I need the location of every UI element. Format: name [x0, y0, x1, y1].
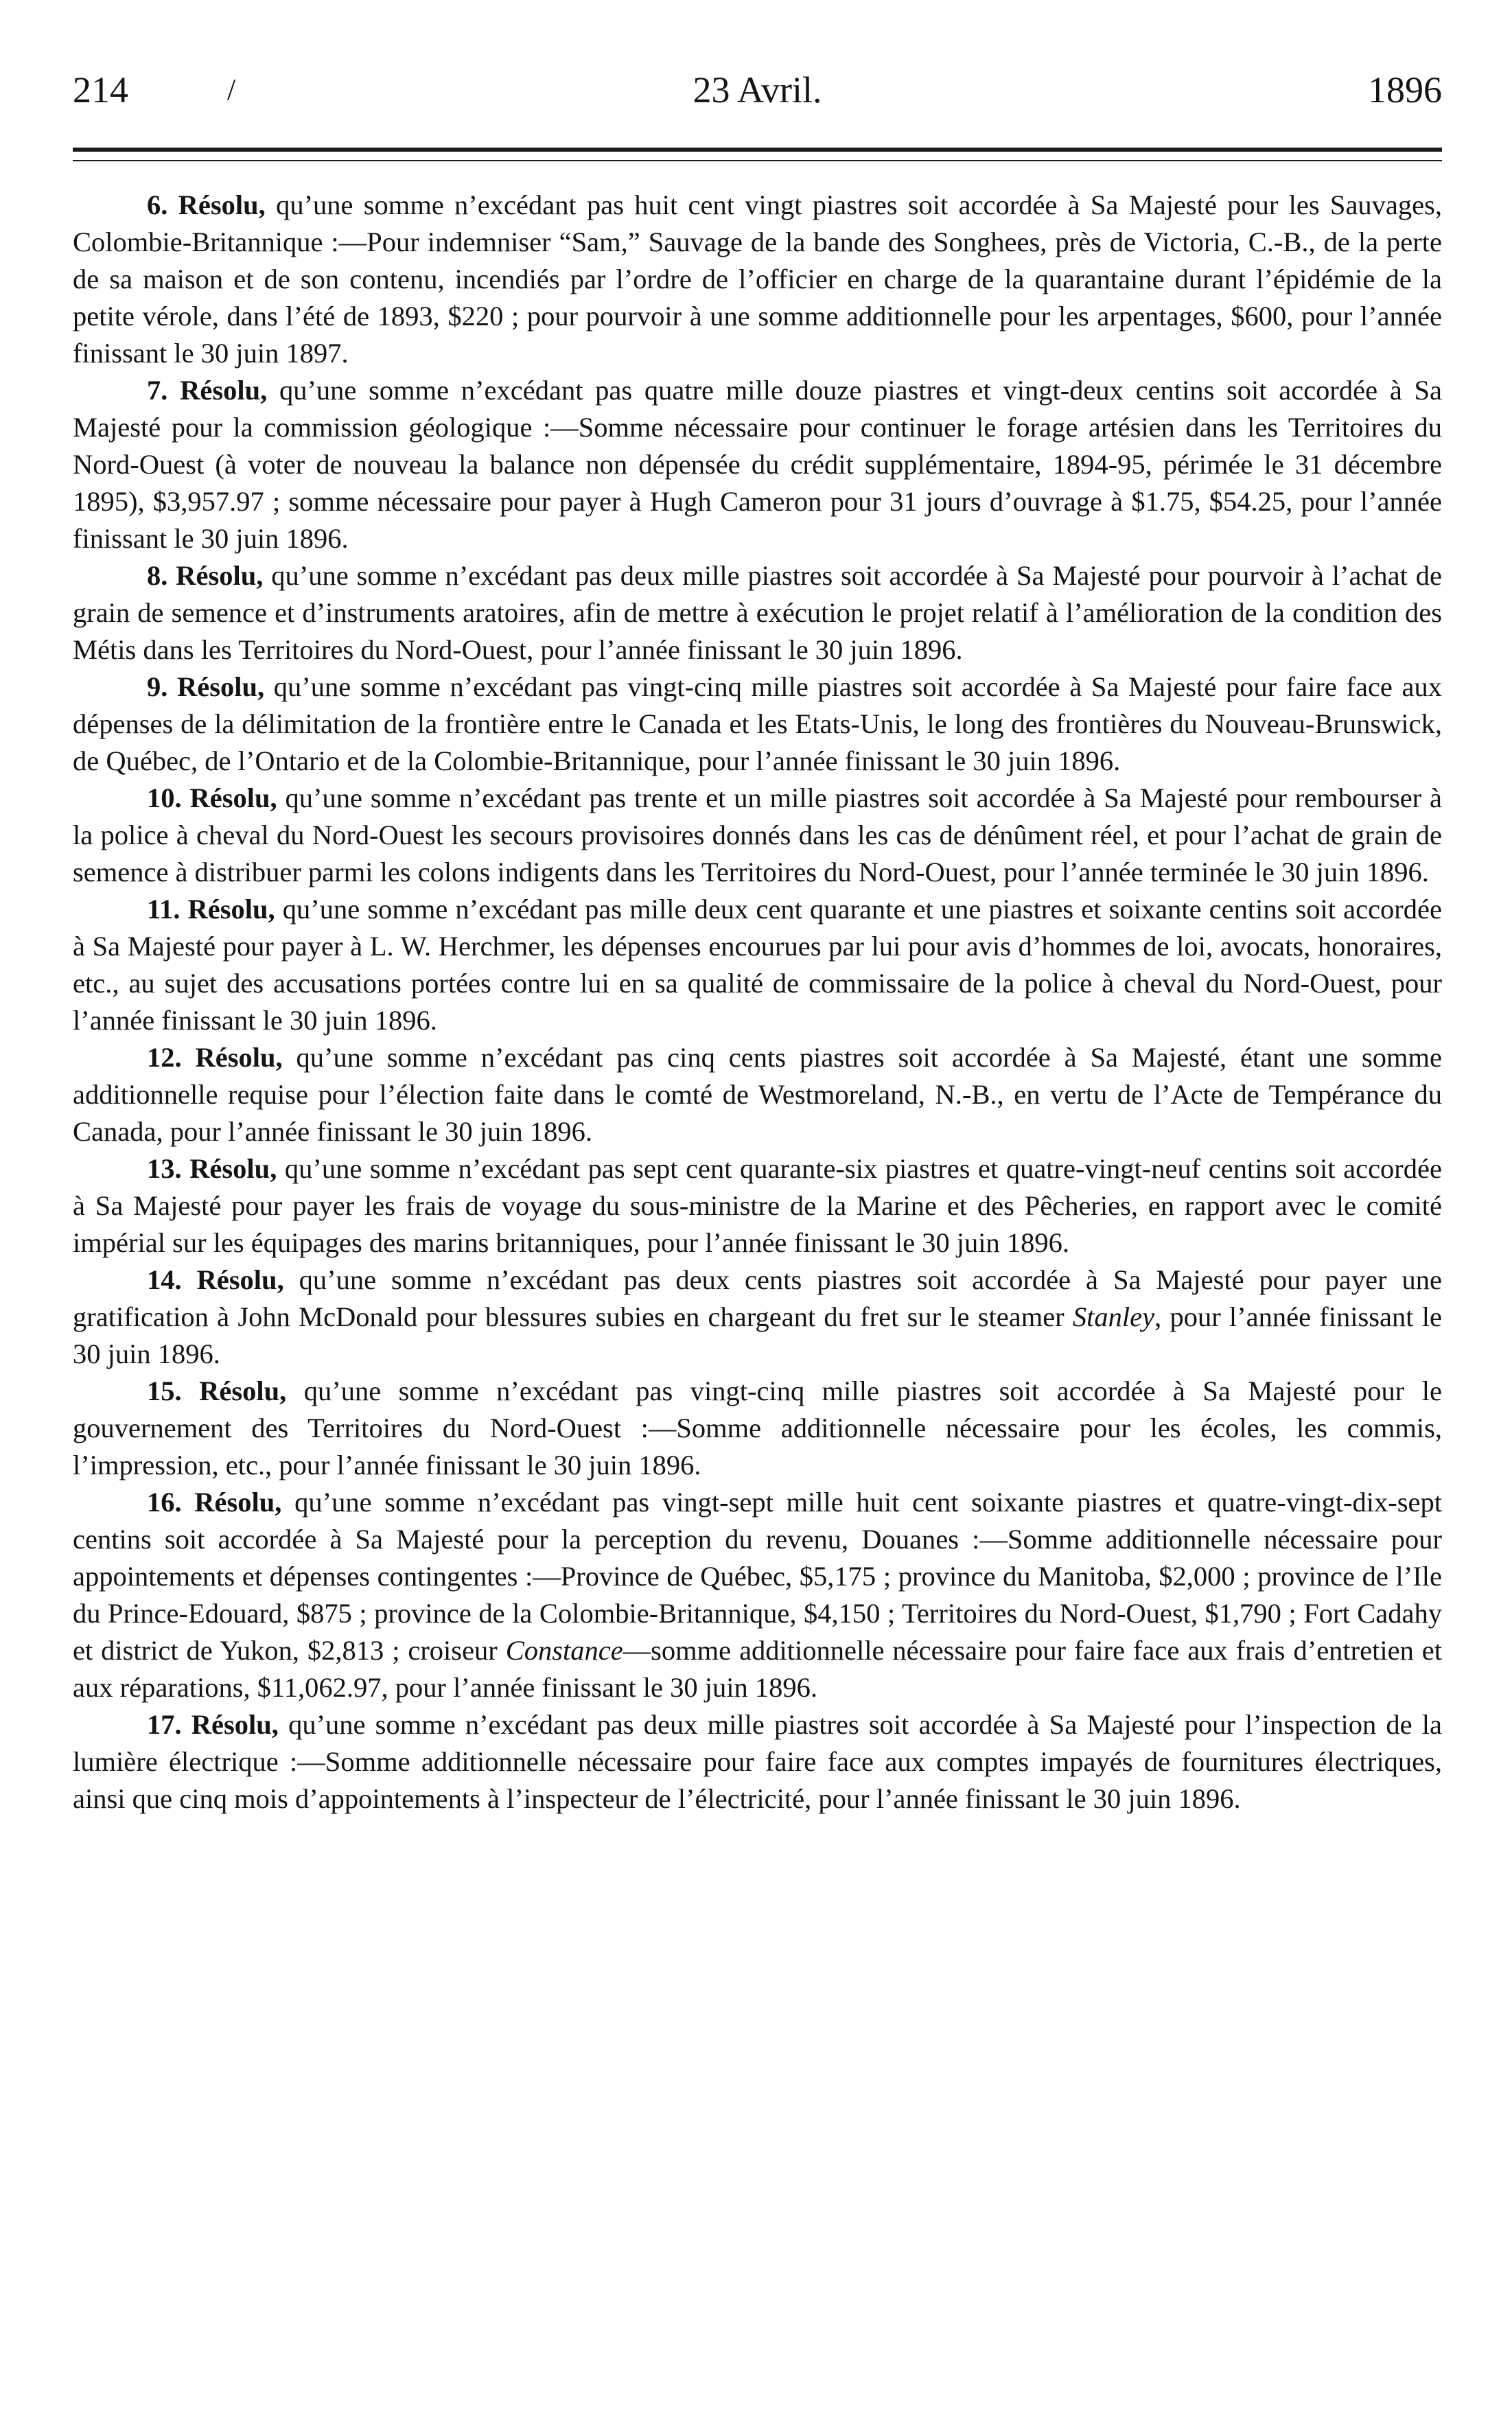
- page-number: 214: [73, 69, 128, 111]
- resolution-number: 7.: [147, 375, 168, 406]
- resolution-keyword: Résolu,: [189, 1153, 277, 1184]
- header-year: 1896: [1368, 69, 1442, 111]
- resolution-keyword: Résolu,: [180, 375, 268, 406]
- resolution-keyword: Résolu,: [195, 1042, 283, 1073]
- document-page: [73, 0, 1442, 2416]
- resolution-number: 14.: [147, 1264, 182, 1295]
- resolution-keyword: Résolu,: [191, 1709, 279, 1740]
- resolution-7: [73, 372, 1442, 557]
- resolution-number: 9.: [147, 671, 168, 702]
- resolution-text: qu’une somme n’excédant pas sept cent quarante-six piastres et quatre-vingt-neuf centins soit accordée à Sa Majesté pour payer les frais de voyage du sous-ministre de la Marine et des Pêcheries, en rapport avec le comité impérial sur les équipages des marins britanniques, pour l’année finissant le 30 juin 1896.: [73, 1153, 1442, 1258]
- resolution-9: [73, 669, 1442, 780]
- header-rule-thin: [73, 160, 1442, 161]
- header-mark: /: [227, 73, 236, 106]
- vessel-name: Constance: [505, 1635, 623, 1666]
- resolution-17: [73, 1706, 1442, 1817]
- resolution-text: qu’une somme n’excédant pas deux cents piastres soit accordée à Sa Majesté pour payer une gratification à John McDonald pour blessures subies en chargeant du fret sur le steamer: [73, 1264, 1443, 1332]
- resolution-keyword: Résolu,: [189, 782, 277, 813]
- resolution-text-end: , pour l’année finissant le 30 juin 1896.: [73, 1301, 1442, 1369]
- resolution-number: 11.: [147, 894, 181, 925]
- resolution-keyword: Résolu,: [176, 560, 264, 591]
- resolution-8: [73, 557, 1442, 669]
- resolution-number: 6.: [147, 189, 168, 220]
- resolution-number: 15.: [147, 1375, 182, 1406]
- resolution-keyword: Résolu,: [196, 1264, 284, 1295]
- resolution-keyword: Résolu,: [187, 894, 275, 925]
- resolution-number: 8.: [147, 560, 168, 591]
- resolution-14: [73, 1262, 1442, 1373]
- page-header: [73, 66, 1442, 114]
- resolution-text: qu’une somme n’excédant pas vingt-cinq mille piastres soit accordée à Sa Majesté pour faire face aux dépenses de la délimitation de la frontière entre le Canada et les Etats-Unis, le long des frontières du Nouveau-Brunswick, de Québec, de l’Ontario et de la Colombie-Britannique, pour l’année finissant le 30 juin 1896.: [73, 671, 1442, 776]
- resolution-keyword: Résolu,: [199, 1375, 287, 1406]
- resolution-keyword: Résolu,: [194, 1487, 282, 1518]
- resolution-text: qu’une somme n’excédant pas cinq cents piastres soit accordée à Sa Majesté, étant une somme additionnelle requise pour l’élection faite dans le comté de Westmoreland, N.-B., en vertu de l’Acte de Tempérance du Canada, pour l’année finissant le 30 juin 1896.: [73, 1042, 1442, 1147]
- resolution-number: 13.: [147, 1153, 182, 1184]
- resolutions-body: [73, 187, 1442, 1817]
- resolution-number: 17.: [147, 1709, 182, 1740]
- resolution-text: qu’une somme n’excédant pas quatre mille douze piastres et vingt-deux centins soit accordée à Sa Majesté pour la commission géologique :—Somme nécessaire pour continuer le forage artésien dans les Territoires du Nord-Ouest (à voter de nouveau la balance non dépensée du crédit supplémentaire, 1894-95, périmée le 31 décembre 1895), $3,957.97 ; somme nécessaire pour payer à Hugh Cameron pour 31 jours d’ouvrage à $1.75, $54.25, pour l’année finissant le 30 juin 1896.: [73, 375, 1443, 554]
- resolution-text-end: —somme additionnelle nécessaire pour faire face aux frais d’entretien et aux réparations, $11,062.97, pour l’année finissant le 30 juin 1896.: [73, 1635, 1442, 1703]
- resolution-6: [73, 187, 1442, 372]
- header-date: 23 Avril.: [693, 69, 822, 111]
- resolution-keyword: Résolu,: [177, 671, 265, 702]
- resolution-text: qu’une somme n’excédant pas vingt-cinq mille piastres soit accordée à Sa Majesté pour le gouvernement des Territoires du Nord-Ouest :—Somme additionnelle nécessaire pour les écoles, les commis, l’impression, etc., pour l’année finissant le 30 juin 1896.: [73, 1375, 1443, 1480]
- resolution-text: qu’une somme n’excédant pas deux mille piastres soit accordée à Sa Majesté pour l’inspection de la lumière électrique :—Somme additionnelle nécessaire pour faire face aux comptes impayés de fournitures électriques, ainsi que cinq mois d’appointements à l’inspecteur de l’électricité, pour l’année finissant le 30 juin 1896.: [73, 1709, 1443, 1814]
- resolution-text: qu’une somme n’excédant pas trente et un mille piastres soit accordée à Sa Majesté pour rembourser à la police à cheval du Nord-Ouest les secours provisoires donnés dans les cas de dénûment réel, et pour l’achat de grain de semence à distribuer parmi les colons indigents dans les Territoires du Nord-Ouest, pour l’année terminée le 30 juin 1896.: [73, 782, 1443, 887]
- resolution-11: [73, 891, 1442, 1039]
- resolution-text: qu’une somme n’excédant pas mille deux cent quarante et une piastres et soixante centins soit accordée à Sa Majesté pour payer à L. W. Herchmer, les dépenses encourues par lui pour avis d’hommes de loi, avocats, honoraires, etc., au sujet des accusations portées contre lui en sa qualité de commissaire de la police à cheval du Nord-Ouest, pour l’année finissant le 30 juin 1896.: [73, 894, 1442, 1036]
- resolution-16: [73, 1484, 1442, 1706]
- resolution-text: qu’une somme n’excédant pas huit cent vingt piastres soit accordée à Sa Majesté pour les Sauvages, Colombie-Britannique :—Pour indemniser “Sam,” Sauvage de la bande des Songhees, près de Victoria, C.-B., de la perte de sa maison et de son contenu, incendiés par l’ordre de l’officier en charge de la quarantaine durant l’épidémie de la petite vérole, dans l’été de 1893, $220 ; pour pourvoir à une somme additionnelle pour les arpentages, $600, pour l’année finissant le 30 juin 1897.: [73, 189, 1443, 369]
- resolution-number: 16.: [147, 1487, 182, 1518]
- resolution-15: [73, 1373, 1442, 1484]
- vessel-name: Stanley: [1072, 1301, 1155, 1332]
- resolution-12: [73, 1039, 1442, 1150]
- resolution-number: 10.: [147, 782, 182, 813]
- resolution-13: [73, 1150, 1442, 1262]
- resolution-keyword: Résolu,: [178, 189, 266, 220]
- header-rule-thick: [73, 148, 1442, 152]
- resolution-text: qu’une somme n’excédant pas vingt-sept mille huit cent soixante piastres et quatre-vingt-dix-sept centins soit accordée à Sa Majesté pour la perception du revenu, Douanes :—Somme additionnelle nécessaire pour appointements et dépenses contingentes :—Province de Québec, $5,175 ; province du Manitoba, $2,000 ; province de l’Ile du Prince-Edouard, $875 ; province de la Colombie-Britannique, $4,150 ; Territoires du Nord-Ouest, $1,790 ; Fort Cadahy et district de Yukon, $2,813 ; croiseur: [73, 1487, 1442, 1666]
- resolution-10: [73, 780, 1442, 891]
- resolution-text: qu’une somme n’excédant pas deux mille piastres soit accordée à Sa Majesté pour pourvoir à l’achat de grain de semence et d’instruments aratoires, afin de mettre à exécution le projet relatif à l’amélioration de la condition des Métis dans les Territoires du Nord-Ouest, pour l’année finissant le 30 juin 1896.: [73, 560, 1443, 665]
- resolution-number: 12.: [147, 1042, 182, 1073]
